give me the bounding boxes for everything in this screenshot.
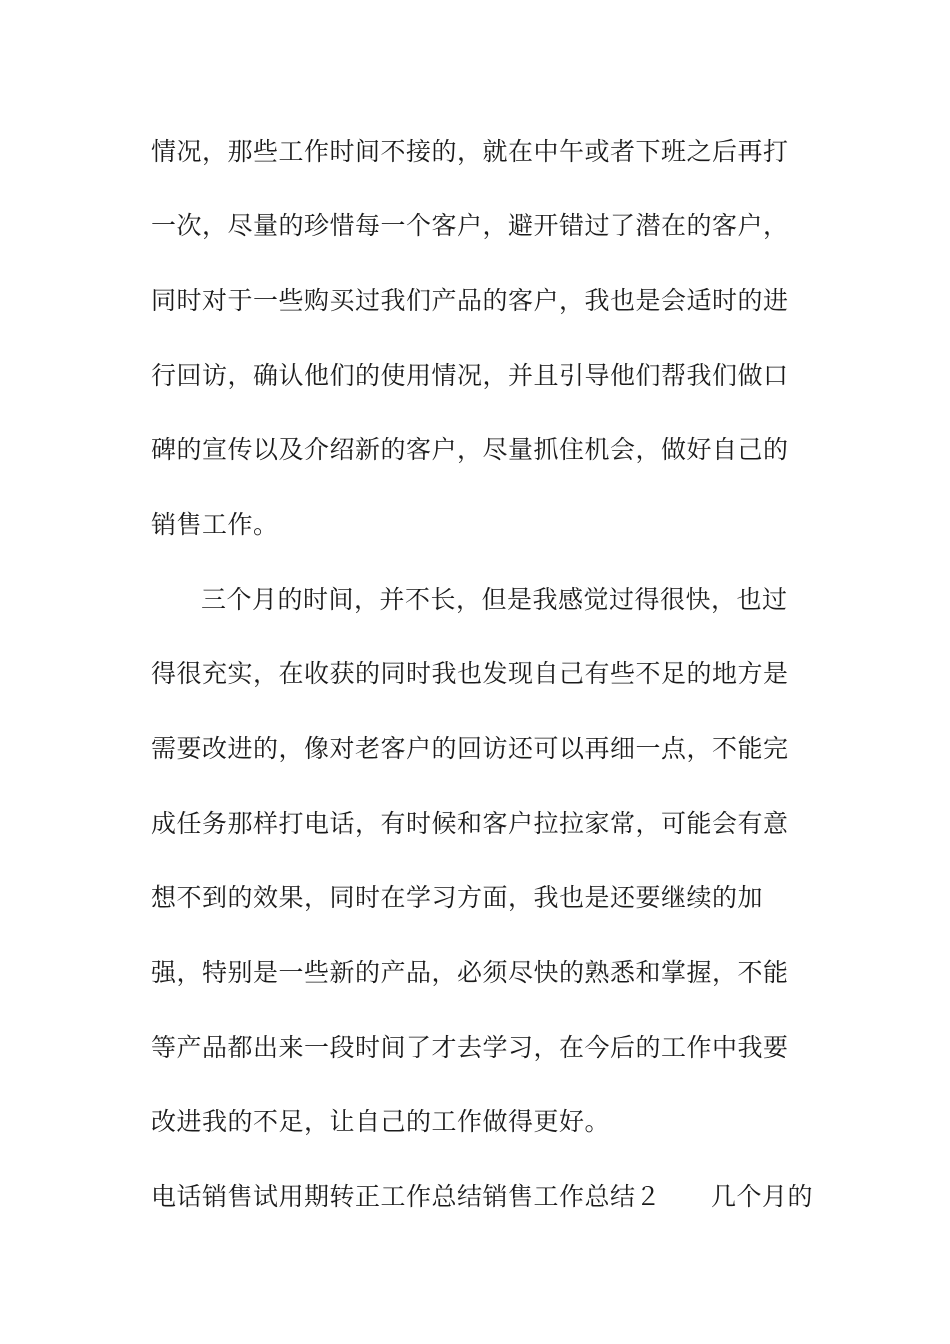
paragraph-line: 强，特别是一些新的产品，必须尽快的熟悉和掌握，不能 [151, 958, 789, 987]
section-heading: 电话销售试用期转正工作总结销售工作总结２ [151, 1182, 662, 1211]
paragraph-line: 行回访，确认他们的使用情况，并且引导他们帮我们做口 [151, 361, 789, 390]
paragraph-line: 一次，尽量的珍惜每一个客户，避开错过了潜在的客户， [151, 211, 789, 240]
paragraph-line: 成任务那样打电话，有时候和客户拉拉家常，可能会有意 [151, 809, 789, 838]
paragraph-line: 想不到的效果，同时在学习方面，我也是还要继续的加 [151, 883, 764, 912]
heading-continuation: 几个月的 [711, 1182, 814, 1211]
paragraph-line: 情况，那些工作时间不接的，就在中午或者下班之后再打 [151, 137, 789, 166]
paragraph-line: 同时对于一些购买过我们产品的客户，我也是会适时的进 [151, 286, 789, 315]
paragraph-line: 碑的宣传以及介绍新的客户，尽量抓住机会，做好自己的 [151, 435, 789, 464]
paragraph-line: 三个月的时间，并不长，但是我感觉过得很快，也过 [201, 585, 788, 614]
section-heading-line [151, 1181, 813, 1213]
paragraph-line: 等产品都出来一段时间了才去学习，在今后的工作中我要 [151, 1033, 789, 1062]
paragraph-line: 销售工作。 [151, 510, 279, 539]
paragraph-line: 改进我的不足，让自己的工作做得更好。 [151, 1107, 611, 1136]
paragraph-line: 需要改进的，像对老客户的回访还可以再细一点，不能完 [151, 734, 789, 763]
paragraph-line: 得很充实，在收获的同时我也发现自己有些不足的地方是 [151, 659, 789, 688]
